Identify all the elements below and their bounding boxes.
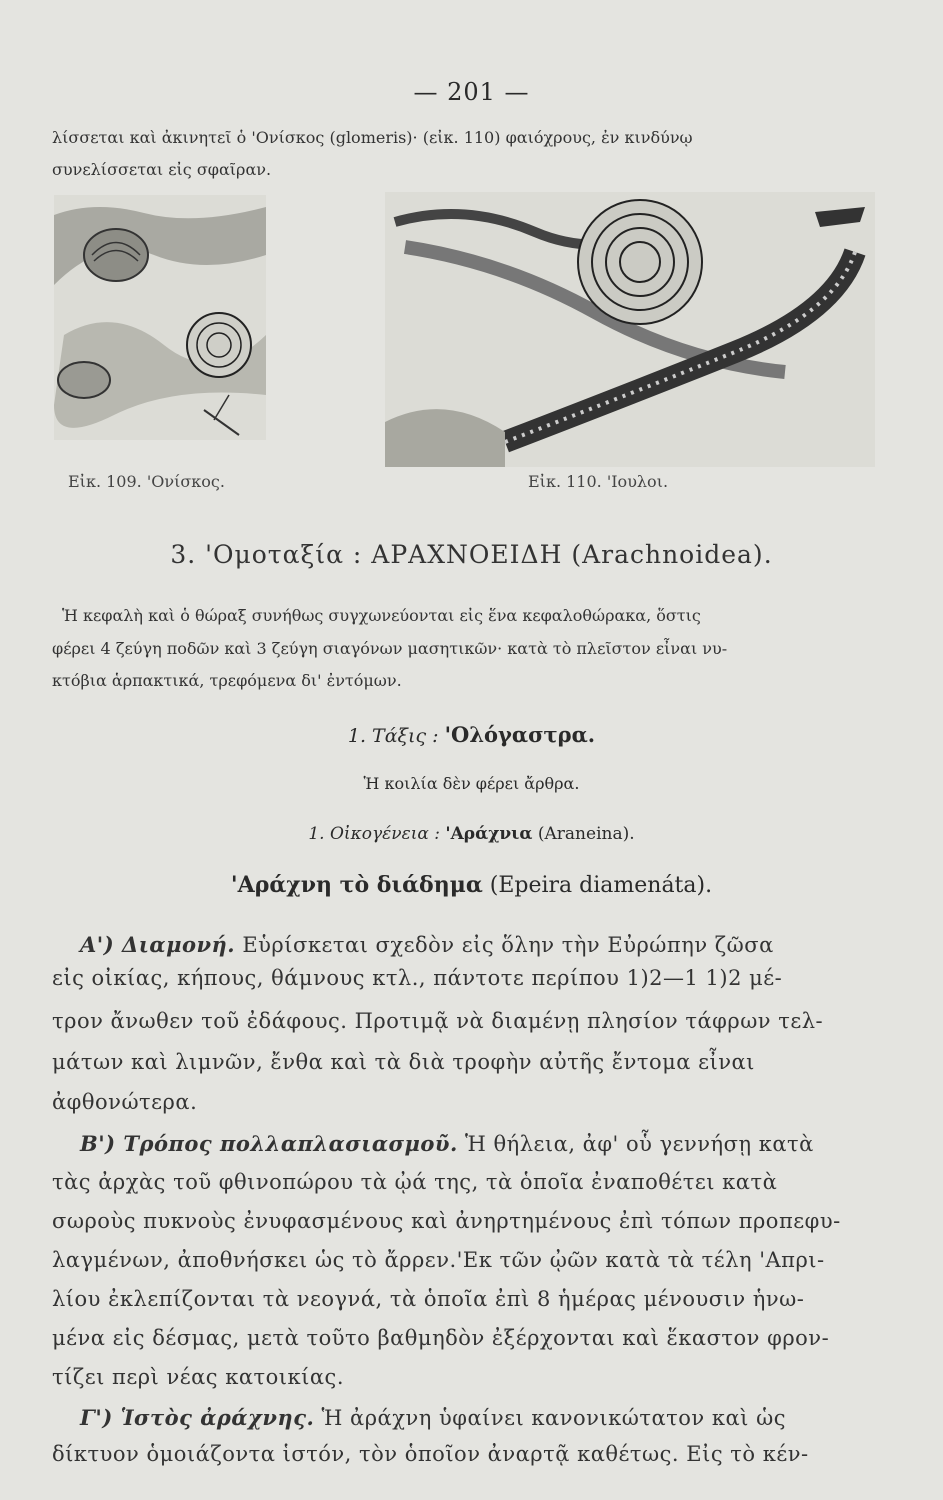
order-heading-prefix: 1. Τάξις : bbox=[347, 725, 439, 747]
section-b-line: τίζει περὶ νέας κατοικίας. bbox=[52, 1365, 344, 1389]
order-text: Ἡ κοιλία δὲν φέρει ἄρθρα. bbox=[363, 774, 580, 793]
species-heading bbox=[0, 872, 943, 898]
section-b-first-line bbox=[80, 1131, 814, 1156]
section-a-line: Εὑρίσκεται σχεδὸν εἰς ὅλην τὴν Εὐρώπην ζῶσα bbox=[242, 933, 774, 957]
family-name: 'Αράχνια bbox=[445, 824, 533, 844]
section-c-line: δίκτυον ὁμοιάζοντα ἱστόν, τὸν ὁποῖον ἀναρτᾷ καθέτως. Εἰς τὸ κέν- bbox=[52, 1442, 809, 1466]
section-b-line: μένα εἰς δέσμας, μετὰ τοῦτο βαθμηδὸν ἐξέρχονται καὶ ἕκαστον φρον- bbox=[52, 1326, 830, 1350]
figure-caption: Εἰκ. 109. 'Ονίσκος. bbox=[68, 472, 225, 491]
class-text-line: φέρει 4 ζεύγη ποδῶν καὶ 3 ζεύγη σιαγόνων μασητικῶν· κατὰ τὸ πλεῖστον εἶναι νυ- bbox=[52, 639, 728, 658]
family-heading bbox=[0, 824, 943, 844]
order-heading bbox=[0, 722, 943, 747]
section-b-label: Β') Τρόπος πολλαπλασιασμοῦ. bbox=[80, 1131, 458, 1156]
page-number: — 201 — bbox=[413, 78, 530, 106]
section-b-line: λαγμένων, ἀποθνήσκει ὡς τὸ ἄρρεν.'Εκ τῶν ᾠῶν κατὰ τὰ τέλη 'Απρι- bbox=[52, 1248, 825, 1272]
class-text-line: Ἡ κεφαλὴ καὶ ὁ θώραξ συνήθως συγχωνεύονται εἰς ἕνα κεφαλοθώρακα, ὅστις bbox=[62, 606, 701, 625]
section-a-line: ἀφθονώτερα. bbox=[52, 1090, 198, 1114]
section-b-line: τὰς ἀρχὰς τοῦ φθινοπώρου τὰ ᾠά της, τὰ ὁποῖα ἐναποθέτει κατὰ bbox=[52, 1170, 778, 1194]
section-c-first-line bbox=[80, 1405, 786, 1430]
section-a-line: τρον ἄνωθεν τοῦ ἐδάφους. Προτιμᾷ νὰ διαμένῃ πλησίον τάφρων τελ- bbox=[52, 1009, 824, 1033]
figure-iouloi-illustration bbox=[385, 192, 875, 467]
class-heading: 3. 'Ομοταξία : ΑΡΑΧΝΟΕΙΔΗ (Arachnoidea). bbox=[170, 540, 773, 569]
family-latin: (Araneina). bbox=[537, 824, 635, 844]
order-heading-name: 'Ολόγαστρα. bbox=[444, 722, 596, 747]
figure-onisko-illustration bbox=[54, 195, 266, 440]
species-latin: (Epeira diamenáta). bbox=[489, 873, 713, 898]
intro-line: συνελίσσεται εἰς σφαῖραν. bbox=[52, 160, 272, 179]
family-prefix: 1. Οἰκογένεια : bbox=[308, 824, 440, 844]
section-a-line: εἰς οἰκίας, κήπους, θάμνους κτλ., πάντοτε περίπου 1)2—1 1)2 μέ- bbox=[52, 966, 783, 990]
section-b-line: Ἡ θήλεια, ἀφ' οὗ γεννήσῃ κατὰ bbox=[464, 1132, 814, 1156]
figure-caption: Εἰκ. 110. 'Ιουλοι. bbox=[528, 472, 669, 491]
species-name: 'Αράχνη τὸ διάδημα bbox=[230, 872, 483, 898]
intro-line: λίσσεται καὶ ἀκινητεῖ ὁ 'Ονίσκος (glomeris)· (εἰκ. 110) φαιόχρους, ἐν κινδύνῳ bbox=[52, 128, 693, 147]
section-c-line: Ἡ ἀράχνη ὑφαίνει κανονικώτατον καὶ ὡς bbox=[321, 1406, 786, 1430]
section-a-first-line bbox=[80, 932, 774, 957]
section-b-line: λίου ἐκλεπίζονται τὰ νεογνά, τὰ ὁποῖα ἐπὶ 8 ἡμέρας μένουσιν ἡνω- bbox=[52, 1287, 805, 1311]
section-c-label: Γ') Ἱστὸς ἀράχνης. bbox=[80, 1405, 315, 1430]
section-a-line: μάτων καὶ λιμνῶν, ἔνθα καὶ τὰ διὰ τροφὴν αὐτῆς ἔντομα εἶναι bbox=[52, 1050, 755, 1074]
section-b-line: σωροὺς πυκνοὺς ἐνυφασμένους καὶ ἀνηρτημένους ἐπὶ τόπων προπεφυ- bbox=[52, 1209, 841, 1233]
section-a-label: Α') Διαμονή. bbox=[80, 932, 236, 957]
class-text-line: κτόβια ἁρπακτικά, τρεφόμενα δι' ἐντόμων. bbox=[52, 671, 402, 690]
